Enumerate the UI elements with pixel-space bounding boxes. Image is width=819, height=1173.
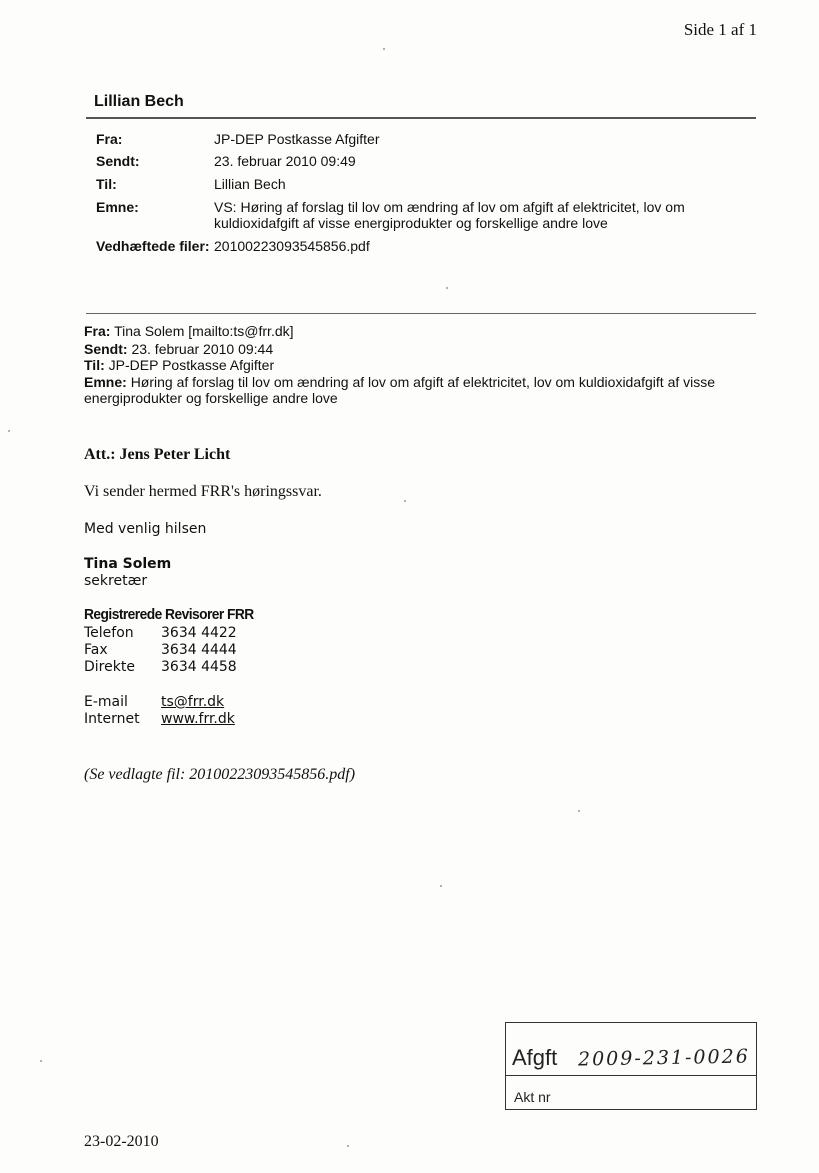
website-label: Internet (84, 711, 140, 727)
website-link[interactable]: www.frr.dk (161, 711, 235, 727)
header-to-row (96, 176, 286, 192)
header-sent-value: 23. februar 2010 09:49 (214, 153, 356, 169)
email-link[interactable]: ts@frr.dk (161, 694, 225, 710)
scan-speck (8, 430, 10, 432)
scan-speck (383, 48, 385, 50)
contact-value: 3634 4422 (161, 625, 237, 641)
scan-speck (347, 1145, 349, 1147)
header-sent-label: Sendt: (96, 153, 140, 169)
forwarded-to-label: Til: (84, 357, 105, 373)
forwarded-sent-value: 23. februar 2010 09:44 (131, 341, 274, 357)
header-from-row (96, 131, 380, 147)
contact-row (84, 625, 237, 642)
attachment-note: (Se vedlagte fil: 20100223093545856.pdf) (84, 766, 356, 783)
header-subject-value: VS: Høring af forslag til lov om ændring af lov om afgift af elektricitet, lov om kuldioxidafgift af visse energiprodukter og forskellige andre love (214, 199, 685, 231)
header-subject-label: Emne: (96, 199, 139, 215)
contact-label: Telefon (84, 625, 134, 641)
mailbox-owner: Lillian Bech (94, 93, 184, 110)
stamp-akt-label: Akt nr (514, 1089, 551, 1105)
signature-name: Tina Solem (84, 556, 172, 572)
forwarded-from-row (84, 323, 754, 339)
contact-row (84, 642, 237, 659)
scan-speck (446, 287, 448, 289)
case-stamp (505, 1022, 757, 1110)
scan-speck (440, 885, 442, 887)
signature-title: sekretær (84, 573, 148, 589)
greeting: Med venlig hilsen (84, 521, 207, 537)
company-name: Registrerede Revisorer FRR (84, 606, 254, 623)
footer-date: 23-02-2010 (84, 1133, 159, 1150)
forward-divider (86, 313, 756, 314)
forwarded-sent-row (84, 341, 754, 357)
stamp-case-number: 2009-231-0026 (577, 1045, 750, 1071)
email-label: E-mail (84, 694, 128, 710)
email-row (84, 694, 224, 711)
forwarded-subject-value: Høring af forslag til lov om ændring af lov om afgift af elektricitet, lov om kuldioxidafgift af visse energiprodukter og forskellige andre love (84, 374, 716, 406)
forwarded-to-row (84, 357, 754, 373)
contact-row (84, 659, 237, 676)
scan-speck (404, 500, 406, 502)
forwarded-from-label: Fra: (84, 323, 111, 339)
header-sent-row (96, 153, 356, 169)
website-row (84, 711, 235, 728)
header-to-value: Lillian Bech (214, 176, 286, 192)
intro-text: Vi sender hermed FRR's høringssvar. (84, 483, 322, 500)
header-attachments-label: Vedhæftede filer: (96, 238, 210, 254)
contact-label: Fax (84, 642, 108, 658)
header-subject-row (96, 199, 685, 231)
header-top-divider (86, 117, 756, 119)
scan-speck (40, 1060, 42, 1062)
forwarded-subject-row (84, 374, 754, 406)
header-from-value: JP-DEP Postkasse Afgifter (214, 131, 380, 147)
stamp-divider (506, 1075, 756, 1076)
forwarded-sent-label: Sendt: (84, 341, 128, 357)
forwarded-subject-label: Emne: (84, 374, 127, 390)
header-to-label: Til: (96, 176, 117, 192)
header-attachments-row (96, 238, 370, 254)
header-from-label: Fra: (96, 131, 123, 147)
attention-line: Att.: Jens Peter Licht (84, 446, 231, 463)
page-indicator: Side 1 af 1 (683, 20, 757, 39)
contact-value: 3634 4458 (161, 659, 237, 675)
contact-label: Direkte (84, 659, 135, 675)
forwarded-from-value[interactable]: Tina Solem [mailto:ts@frr.dk] (114, 323, 294, 339)
contact-value: 3634 4444 (161, 642, 237, 658)
scan-speck (578, 810, 580, 812)
forwarded-to-value: JP-DEP Postkasse Afgifter (108, 357, 275, 373)
header-attachments-value[interactable]: 20100223093545856.pdf (214, 238, 370, 254)
stamp-label: Afgft (512, 1045, 558, 1070)
